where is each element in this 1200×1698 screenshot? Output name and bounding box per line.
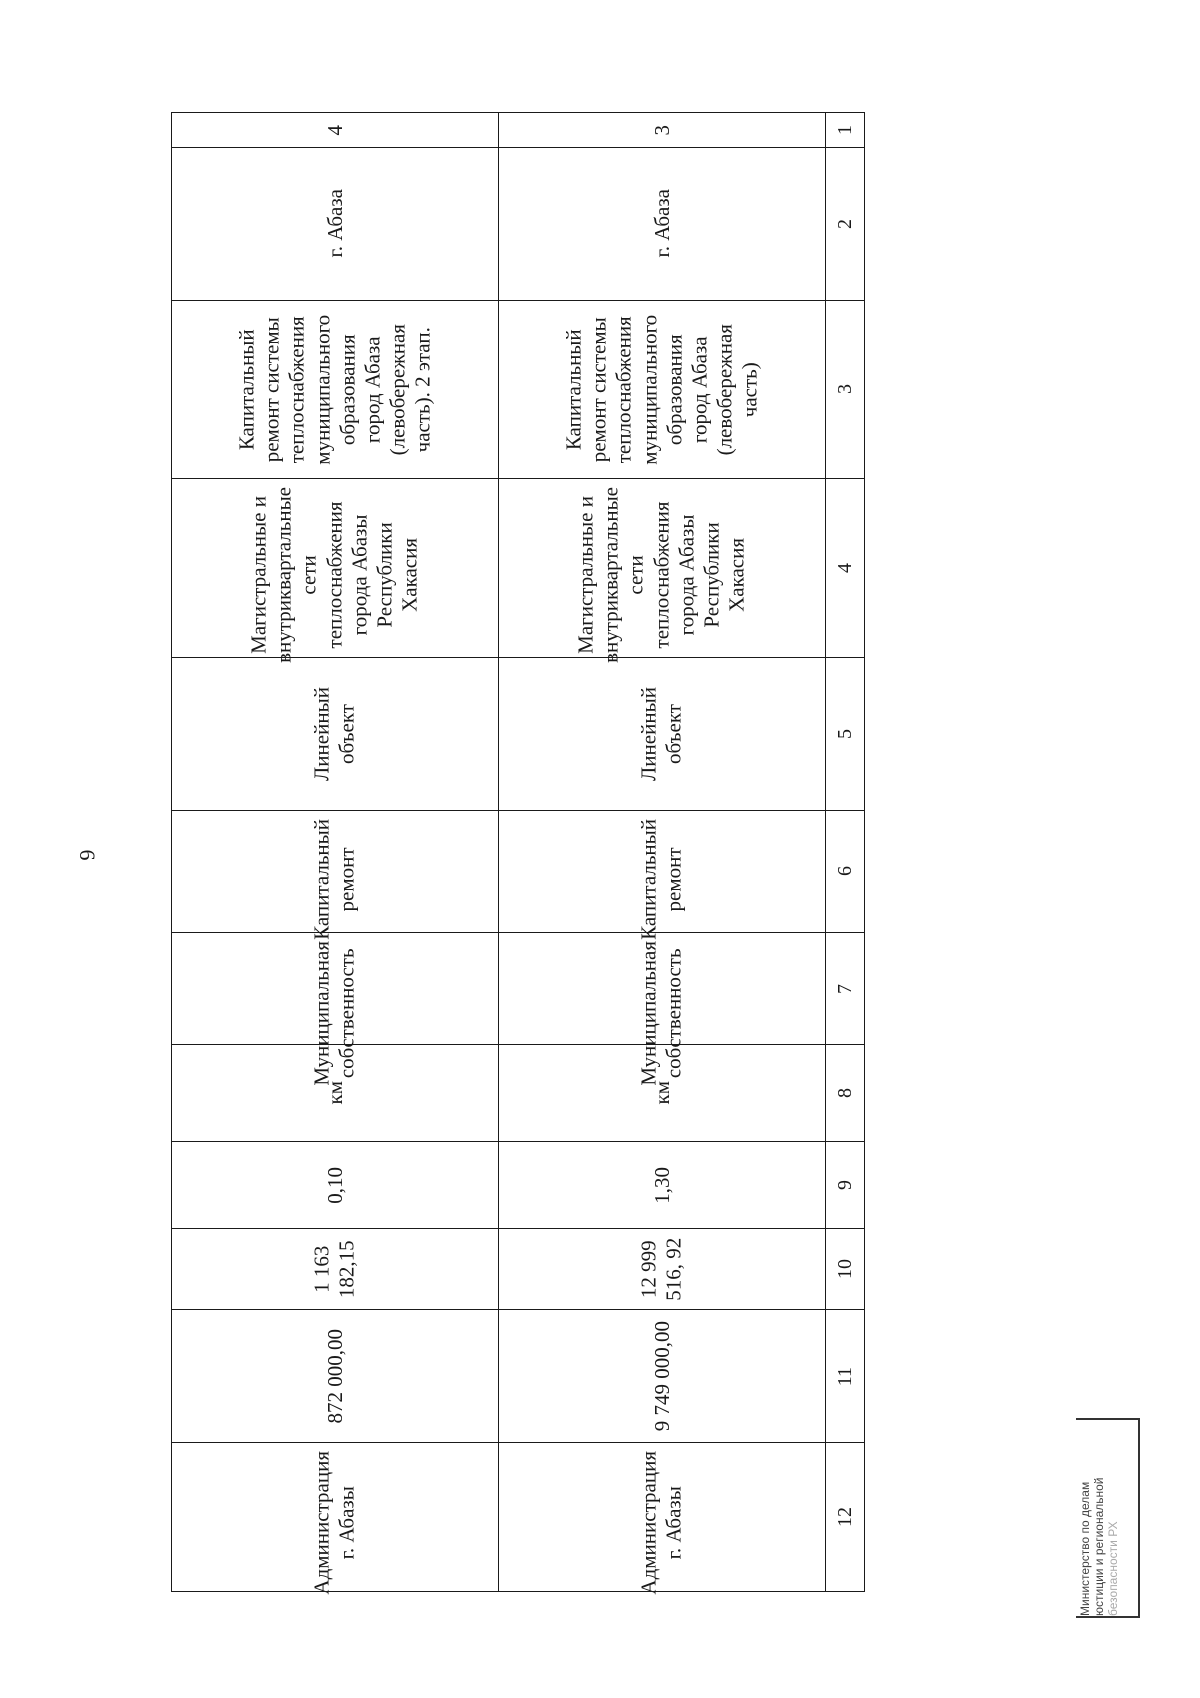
type-cell: Линейный объект (172, 657, 499, 810)
table-row (499, 113, 826, 1592)
header-cell: 6 (826, 810, 865, 932)
header-cell: 5 (826, 657, 865, 810)
header-row (826, 113, 865, 1592)
name-cell: Капитальный ремонт системы теплоснабжения муниципального образования город Абаза (левобережная часть). 2 этап. (172, 300, 499, 479)
table-row (172, 113, 499, 1592)
object-cell: Магистральные и внутриквартальные сети теплоснабжения города Абазы Республики Хакасия (172, 479, 499, 658)
quantity-cell: 0,10 (172, 1142, 499, 1229)
cost-cell: 12 999 516, 92 (499, 1228, 826, 1310)
work-cell: Капитальный ремонт (172, 810, 499, 932)
stamp-line: безопасности РХ (1106, 1521, 1120, 1616)
object-cell: Магистральные и внутриквартальные сети теплоснабжения города Абазы Республики Хакасия (499, 479, 826, 658)
header-cell: 8 (826, 1045, 865, 1142)
type-cell: Линейный объект (499, 657, 826, 810)
header-cell: 11 (826, 1310, 865, 1443)
header-cell: 10 (826, 1228, 865, 1310)
data-table (171, 112, 865, 1595)
row-number-cell: 3 (499, 113, 826, 148)
funding-cell: 872 000,00 (172, 1310, 499, 1443)
executor-cell: Администрация г. Абазы (172, 1443, 499, 1592)
header-cell: 7 (826, 933, 865, 1045)
ownership-cell: Муниципальная собственность (499, 933, 826, 1045)
quantity-cell: 1,30 (499, 1142, 826, 1229)
city-cell: г. Абаза (172, 147, 499, 300)
cost-cell: 1 163 182,15 (172, 1228, 499, 1310)
header-cell: 9 (826, 1142, 865, 1229)
header-cell: 3 (826, 300, 865, 479)
header-cell: 12 (826, 1443, 865, 1592)
unit-cell: км (172, 1045, 499, 1142)
work-cell: Капитальный ремонт (499, 810, 826, 932)
data-table-container (171, 112, 865, 1595)
executor-cell: Администрация г. Абазы (499, 1443, 826, 1592)
header-cell: 2 (826, 147, 865, 300)
unit-cell: км (499, 1045, 826, 1142)
stamp-line: юстиции и региональной (1092, 1477, 1106, 1616)
registration-stamp (1076, 1418, 1140, 1618)
ownership-cell: Муниципальная собственность (172, 933, 499, 1045)
page-number: 6 (75, 849, 100, 861)
header-cell: 1 (826, 113, 865, 148)
name-cell: Капитальный ремонт системы теплоснабжения муниципального образования город Абаза (левобережная часть) (499, 300, 826, 479)
city-cell: г. Абаза (499, 147, 826, 300)
row-number-cell: 4 (172, 113, 499, 148)
header-cell: 4 (826, 479, 865, 658)
stamp-line: Министерство по делам (1078, 1481, 1092, 1616)
funding-cell: 9 749 000,00 (499, 1310, 826, 1443)
